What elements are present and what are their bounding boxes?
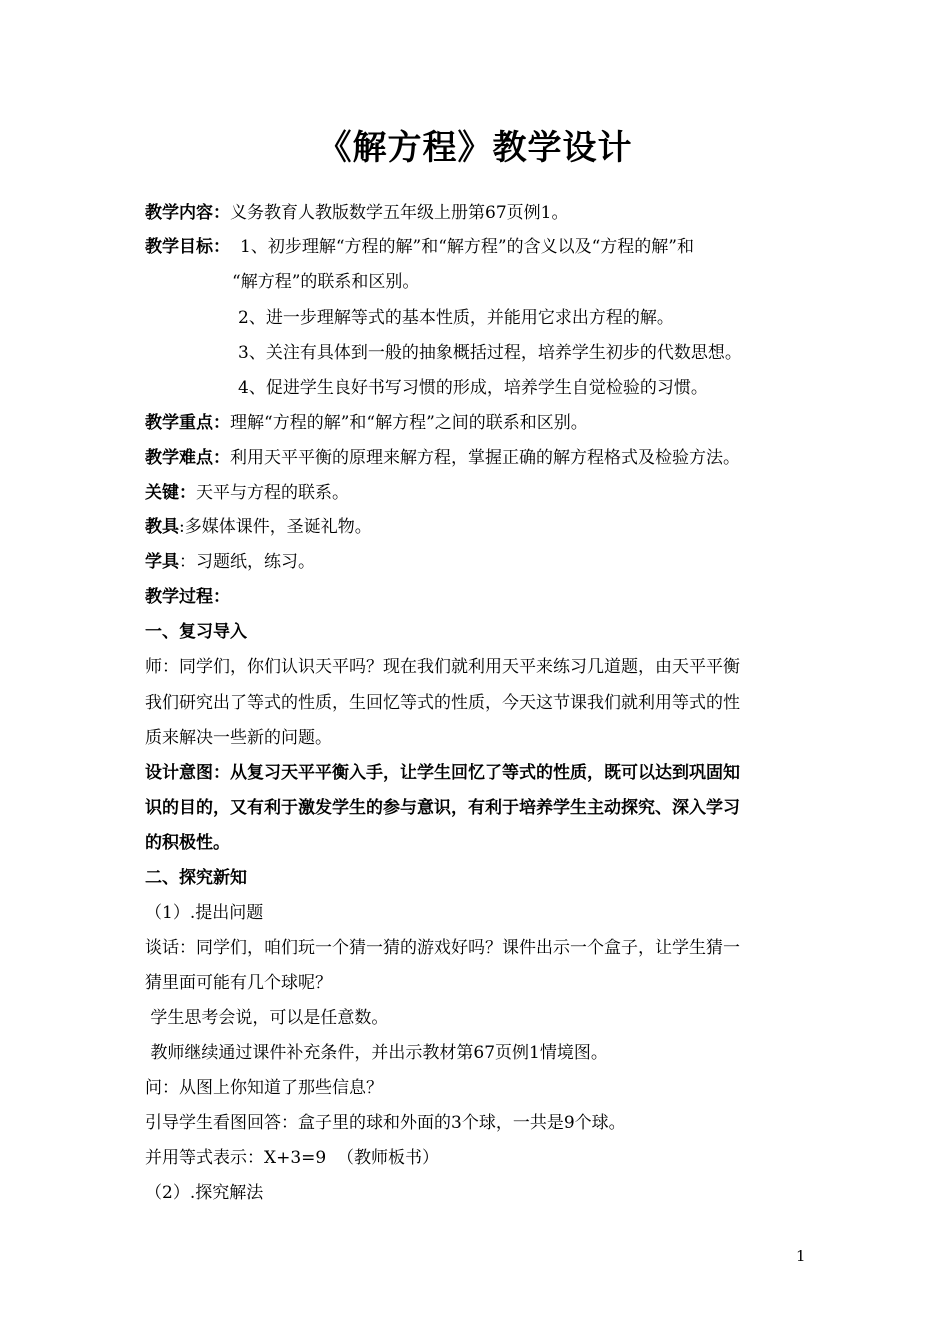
learning-tools-text: ：习题纸，练习。	[179, 552, 315, 572]
crux-text: 天平与方程的联系。	[196, 483, 349, 503]
section2-line-3: 猜里面可能有几个球呢？	[145, 973, 332, 993]
section2-line-6: 问：从图上你知道了那些信息？	[145, 1078, 383, 1098]
teaching-tools-label: 教具	[145, 517, 179, 537]
section1-line-1: 师：同学们，你们认识天平吗？现在我们就利用天平来练习几道题，由天平平衡	[145, 657, 740, 677]
teaching-goal-3: 3、关注有具体到一般的抽象概括过程，培养学生初步的代数思想。	[238, 343, 742, 363]
section1-line-2: 我们研究出了等式的性质，生回忆等式的性质，今天这节课我们就利用等式的性	[145, 693, 740, 713]
section2-heading: 二、探究新知	[145, 868, 247, 888]
key-point-text: 理解“方程的解”和“解方程”之间的联系和区别。	[230, 413, 588, 433]
teaching-tools-line	[145, 515, 372, 539]
difficulty-text: 利用天平平衡的原理来解方程，掌握正确的解方程格式及检验方法。	[230, 448, 740, 468]
teaching-content-label: 教学内容：	[145, 203, 230, 223]
section1-heading: 一、复习导入	[145, 622, 247, 642]
teaching-goal-1-cont: “解方程”的联系和区别。	[232, 272, 420, 292]
teaching-goals-label: 教学目标：	[145, 237, 230, 257]
teaching-goals-line	[145, 235, 694, 259]
difficulty-line	[145, 446, 740, 470]
key-point-label: 教学重点：	[145, 413, 230, 433]
process-label: 教学过程：	[145, 587, 230, 607]
teaching-content-line	[145, 201, 568, 225]
design-intent-line-3: 的积极性。	[145, 833, 230, 853]
teaching-goal-1: 1、初步理解“方程的解”和“解方程”的含义以及“方程的解”和	[240, 237, 694, 257]
difficulty-label: 教学难点：	[145, 448, 230, 468]
key-point-line	[145, 411, 588, 435]
section1-line-3: 质来解决一些新的问题。	[145, 728, 332, 748]
crux-line	[145, 481, 349, 505]
design-intent-line-2: 识的目的，又有利于激发学生的参与意识，有利于培养学生主动探究、深入学习	[145, 798, 740, 818]
crux-label: 关键：	[145, 483, 196, 503]
teaching-tools-text: :多媒体课件，圣诞礼物。	[179, 517, 372, 537]
section2-line-4: 学生思考会说，可以是任意数。	[145, 1008, 389, 1028]
section2-line-7: 引导学生看图回答：盒子里的球和外面的3个球，一共是9个球。	[145, 1113, 626, 1133]
section2-line-2: 谈话：同学们，咱们玩一个猜一猜的游戏好吗？课件出示一个盒子，让学生猜一	[145, 938, 740, 958]
teaching-goal-4: 4、促进学生良好书写习惯的形成，培养学生自觉检验的习惯。	[238, 378, 708, 398]
page-number: 1	[796, 1247, 806, 1265]
learning-tools-label: 学具	[145, 552, 179, 572]
section2-line-9: （2）.探究解法	[145, 1183, 264, 1203]
teaching-content-text: 义务教育人教版数学五年级上册第67页例1。	[230, 203, 569, 223]
design-intent-line-1: 设计意图：从复习天平平衡入手，让学生回忆了等式的性质，既可以达到巩固知	[145, 763, 740, 783]
section2-line-5: 教师继续通过课件补充条件，并出示教材第67页例1情境图。	[145, 1043, 608, 1063]
teaching-goal-2: 2、进一步理解等式的基本性质，并能用它求出方程的解。	[238, 308, 674, 328]
section2-line-1: （1）.提出问题	[145, 903, 264, 923]
document-title: 《解方程》教学设计	[317, 128, 633, 168]
learning-tools-line	[145, 550, 315, 574]
section2-line-8: 并用等式表示：X+3=9 （教师板书）	[145, 1148, 440, 1168]
